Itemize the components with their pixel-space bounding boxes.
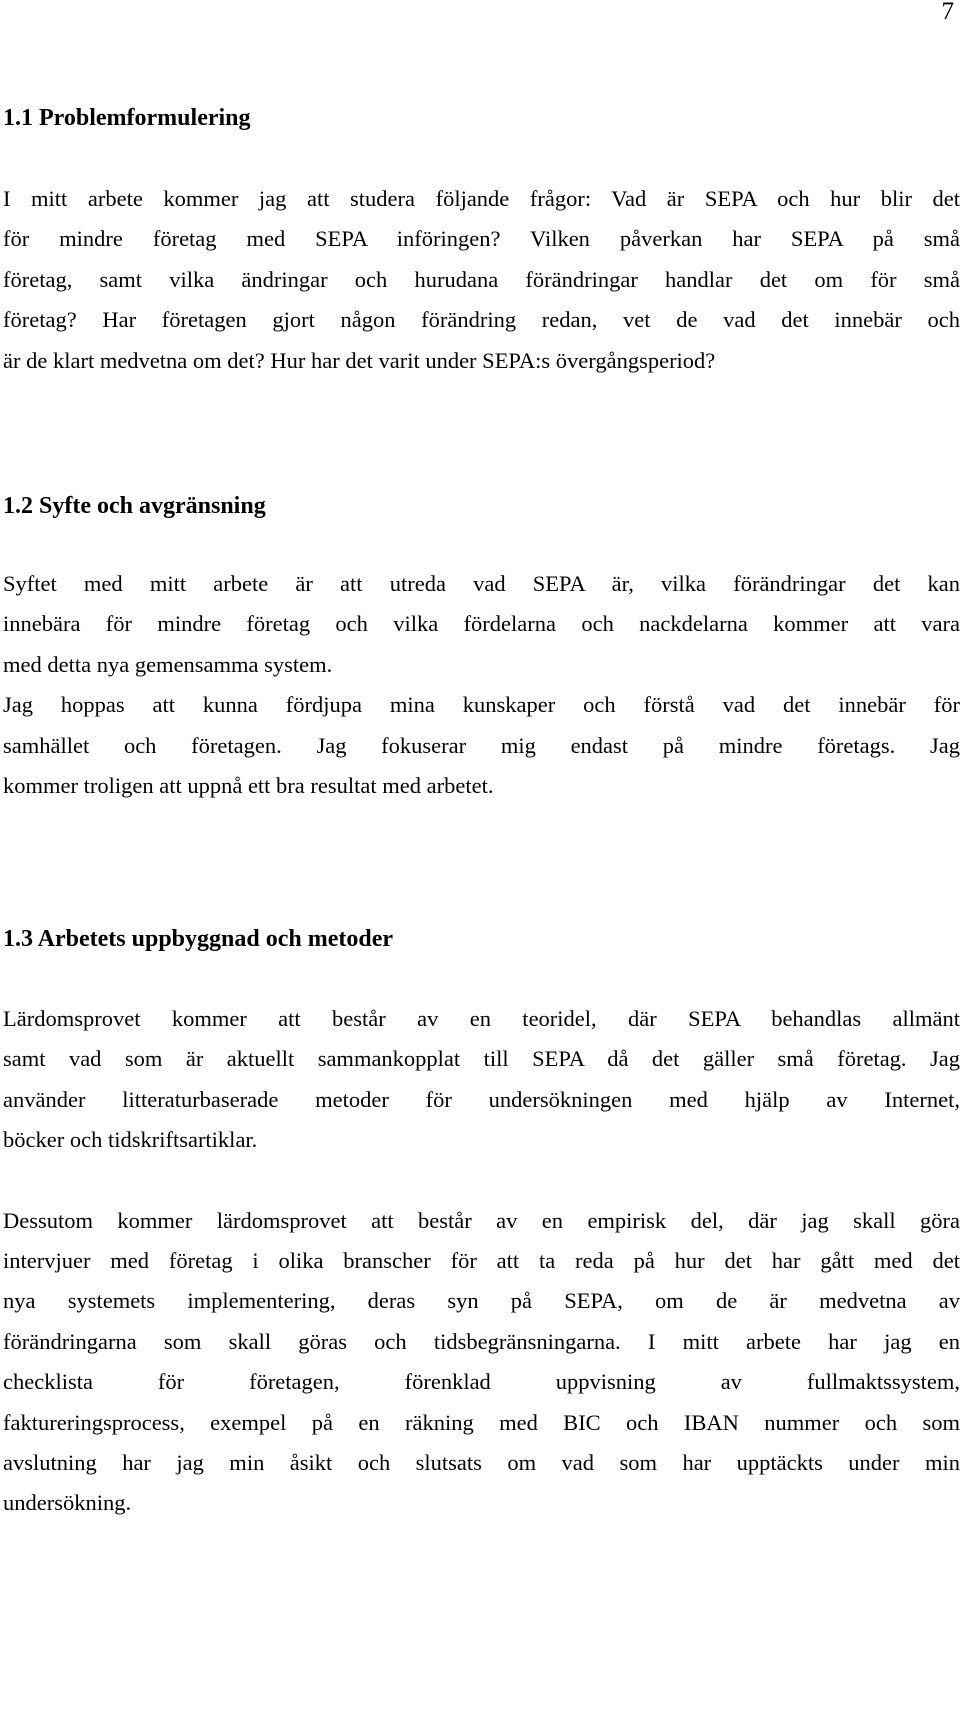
text-line: undersökning. bbox=[3, 1490, 132, 1516]
text-line: böcker och tidskriftsartiklar. bbox=[3, 1127, 258, 1153]
text-line: använder litteraturbaserade metoder för undersökningen med hjälp av Internet, bbox=[3, 1086, 960, 1112]
section-arbetets-uppbyggnad bbox=[3, 925, 960, 1524]
text-line: för mindre företag med SEPA införingen? Vilken påverkan har SEPA på små bbox=[3, 226, 960, 252]
text-line: avslutning har jag min åsikt och slutsats om vad som har upptäckts under min bbox=[3, 1450, 960, 1476]
section-syfte-och-avgransning bbox=[3, 492, 960, 806]
text-line: förändringarna som skall göras och tidsbegränsningarna. I mitt arbete har jag en bbox=[3, 1328, 960, 1354]
page-number: 7 bbox=[941, 0, 954, 25]
paragraph bbox=[3, 179, 960, 381]
text-line: samt vad som är aktuellt sammankopplat till SEPA då det gäller små företag. Jag bbox=[3, 1046, 960, 1072]
text-line: I mitt arbete kommer jag att studera följande frågor: Vad är SEPA och hur blir det bbox=[3, 186, 960, 211]
text-line: samhället och företagen. Jag fokuserar mig endast på mindre företags. Jag bbox=[3, 732, 960, 758]
paragraph bbox=[3, 685, 960, 806]
text-line: Jag hoppas att kunna fördjupa mina kunskaper och förstå vad det innebär för bbox=[3, 692, 960, 718]
paragraph bbox=[3, 999, 960, 1161]
text-line: intervjuer med företag i olika branscher för att ta reda på hur det har gått med det bbox=[3, 1248, 960, 1274]
text-line: innebära för mindre företag och vilka fördelarna och nackdelarna kommer att vara bbox=[3, 611, 960, 637]
section-heading: 1.3 Arbetets uppbyggnad och metoder bbox=[3, 926, 394, 952]
text-line: checklista för företagen, förenklad uppvisning av fullmaktssystem, bbox=[3, 1369, 960, 1395]
section-heading: 1.1 Problemformulering bbox=[3, 105, 251, 131]
text-line: företag, samt vilka ändringar och hurudana förändringar handlar det om för små bbox=[3, 266, 960, 292]
text-line: nya systemets implementering, deras syn på SEPA, om de är medvetna av bbox=[3, 1288, 960, 1314]
paragraph bbox=[3, 1201, 960, 1524]
text-line: företag? Har företagen gjort någon förändring redan, vet de vad det innebär och bbox=[3, 307, 960, 333]
section-heading: 1.2 Syfte och avgränsning bbox=[3, 493, 266, 519]
paragraph bbox=[3, 564, 960, 685]
text-line: Dessutom kommer lärdomsprovet att består av en empirisk del, där jag skall göra bbox=[3, 1207, 960, 1233]
text-line: Lärdomsprovet kommer att består av en teoridel, där SEPA behandlas allmänt bbox=[3, 1006, 960, 1031]
text-line: med detta nya gemensamma system. bbox=[3, 651, 333, 677]
text-line: kommer troligen att uppnå ett bra resultat med arbetet. bbox=[3, 773, 494, 799]
text-line: Syftet med mitt arbete är att utreda vad SEPA är, vilka förändringar det kan bbox=[3, 571, 960, 596]
section-problemformulering bbox=[3, 104, 960, 381]
text-line: faktureringsprocess, exempel på en räkning med BIC och IBAN nummer och som bbox=[3, 1409, 960, 1435]
text-line: är de klart medvetna om det? Hur har det varit under SEPA:s övergångsperiod? bbox=[3, 347, 716, 373]
